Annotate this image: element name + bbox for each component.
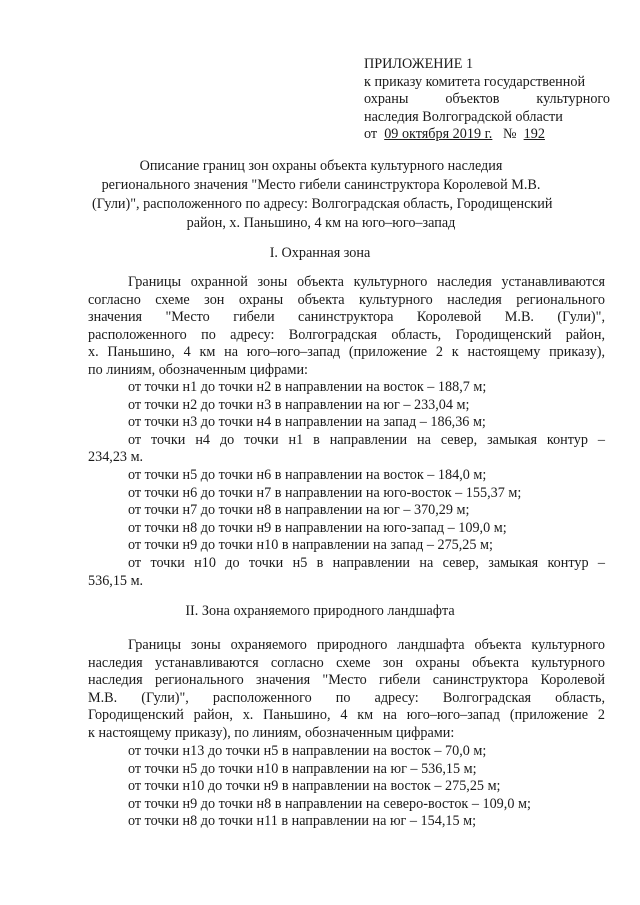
list-item: от точки н10 до точки н5 в направлении на север, замыкая контур –	[128, 554, 605, 571]
intro-line: Городищенский район, х. Паньшино, 4 км на юго–юго–запад (приложение 2	[88, 707, 605, 724]
list-item-continuation: 536,15 м.	[88, 572, 144, 589]
list-item: от точки н7 до точки н8 в направлении на юг – 370,29 м;	[128, 502, 470, 519]
intro-line: наследия устанавливаются согласно схеме зон охраны объекта культурного	[88, 654, 605, 671]
list-item: от точки н5 до точки н6 в направлении на восток – 184,0 м;	[128, 466, 487, 483]
title-line: Описание границ зон охраны объекта культурного наследия	[139, 158, 503, 174]
list-item: от точки н2 до точки н3 в направлении на юг – 233,04 м;	[128, 396, 470, 413]
intro-line: согласно схеме зон охраны объекта культурного наследия регионального	[88, 291, 605, 308]
intro-line: Границы охранной зоны объекта культурного наследия устанавливаются	[128, 274, 605, 290]
list-item: от точки н5 до точки н10 в направлении на юг – 536,15 м;	[128, 760, 477, 777]
section-2-heading: II. Зона охраняемого природного ландшафта	[185, 603, 455, 619]
list-item: от точки н8 до точки н9 в направлении на юго-запад – 109,0 м;	[128, 519, 507, 536]
intro-line: по линиям, обозначенным цифрами:	[88, 361, 308, 378]
intro-line: х. Паньшино, 4 км на юго–юго–запад (приложение 2 к настоящему приказу),	[88, 344, 605, 361]
list-item: от точки н9 до точки н10 в направлении на запад – 275,25 м;	[128, 537, 493, 554]
appendix-header	[364, 56, 610, 144]
order-date: 09 октября 2019 г.	[384, 126, 493, 143]
title-line: район, х. Паньшино, 4 км на юго–юго–запад	[186, 215, 456, 231]
section-1-boundary-list	[88, 379, 605, 590]
appendix-word: охраны	[364, 91, 409, 108]
appendix-word: объектов	[445, 91, 500, 108]
appendix-line-1: к приказу комитета государственной	[364, 73, 586, 90]
list-item: от точки н3 до точки н4 в направлении на запад – 186,36 м;	[128, 414, 486, 431]
appendix-line-2	[364, 91, 610, 109]
list-item: от точки н6 до точки н7 в направлении на юго-восток – 155,37 м;	[128, 484, 522, 501]
list-item: от точки н8 до точки н11 в направлении на юг – 154,15 м;	[128, 813, 477, 830]
section-2-boundary-list	[88, 743, 605, 831]
appendix-title: ПРИЛОЖЕНИЕ 1	[364, 56, 474, 72]
appendix-word: культурного	[536, 91, 610, 108]
list-item: от точки н9 до точки н8 в направлении на северо-восток – 109,0 м;	[128, 795, 531, 812]
appendix-line-3: наследия Волгоградской области	[364, 108, 563, 125]
title-line: (Гули)", расположенного по адресу: Волгоградская область, Городищенский	[92, 196, 553, 212]
title-line: регионального значения "Место гибели санинструктора Королевой М.В.	[101, 177, 541, 193]
document-title	[92, 157, 553, 233]
date-prefix: от	[364, 126, 378, 143]
section-1-heading: I. Охранная зона	[269, 245, 371, 261]
order-number: 192	[523, 126, 545, 143]
number-prefix: №	[503, 126, 517, 143]
intro-line: М.В. (Гули)", расположенного по адресу: Волгоградская область,	[88, 689, 605, 706]
list-item: от точки н10 до точки н9 в направлении на восток – 275,25 м;	[128, 778, 501, 795]
list-item: от точки н1 до точки н2 в направлении на восток – 188,7 м;	[128, 379, 487, 395]
section-2-intro	[88, 637, 605, 743]
list-item: от точки н4 до точки н1 в направлении на север, замыкая контур –	[128, 431, 605, 448]
appendix-date-line	[364, 126, 610, 144]
list-item: от точки н13 до точки н5 в направлении на восток – 70,0 м;	[128, 743, 487, 759]
intro-line: наследия регионального значения "Место гибели санинструктора Королевой	[88, 672, 605, 689]
intro-line: к настоящему приказу), по линиям, обозначенным цифрами:	[88, 724, 455, 741]
intro-line: расположенного по адресу: Волгоградская область, Городищенский район,	[88, 326, 605, 343]
intro-line: Границы зоны охраняемого природного ландшафта объекта культурного	[128, 637, 605, 653]
intro-line: значения "Место гибели санинструктора Королевой М.В. (Гули)",	[88, 309, 605, 326]
section-1-intro	[88, 274, 605, 380]
list-item-continuation: 234,23 м.	[88, 449, 144, 466]
